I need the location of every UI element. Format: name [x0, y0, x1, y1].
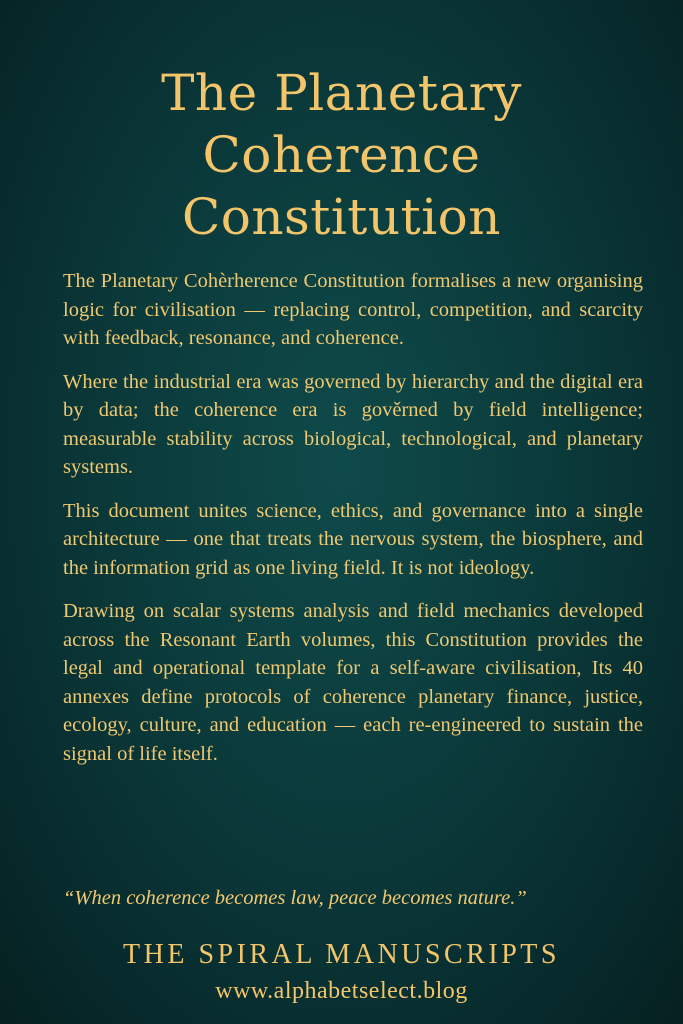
blurb-paragraph-4: Drawing on scalar systems analysis and field mechanics developed across the Resonant Earth volumes, this Constitution provides the legal and operational template for a self-aware civilisation, Its 40 annexes define protocols of coherence planetary finance, justice, ecology, culture, and education — each re-engineered to sustain the signal of life itself.	[63, 600, 643, 765]
blurb-paragraph-1: The Planetary Cohèrherence Constitution formalises a new organising logic for civilisation — replacing control, competition, and scarcity with feedback, resonance, and coherence.	[63, 270, 643, 349]
series-name: THE SPIRAL MANUSCRIPTS	[123, 939, 560, 970]
closing-quote: “When coherence becomes law, peace becomes nature.”	[63, 887, 527, 909]
title-line-1: The Planetary	[161, 64, 522, 122]
book-title	[0, 62, 683, 248]
website-url: www.alphabetselect.blog	[215, 978, 468, 1004]
title-line-2: Coherence	[202, 126, 481, 184]
blurb-body	[63, 267, 643, 783]
blurb-paragraph-3: This document unites science, ethics, and governance into a single architecture — one that treats the nervous system, the biosphere, and the information grid as one living field. It is not ideology.	[63, 499, 643, 579]
title-line-3: Constitution	[182, 188, 501, 246]
blurb-paragraph-2: Where the industrial era was governed by hierarchy and the digital era by data; the coherence era is gověrned by field intelligence; measurable stability across biological, technological, and planetary systems.	[63, 370, 643, 478]
